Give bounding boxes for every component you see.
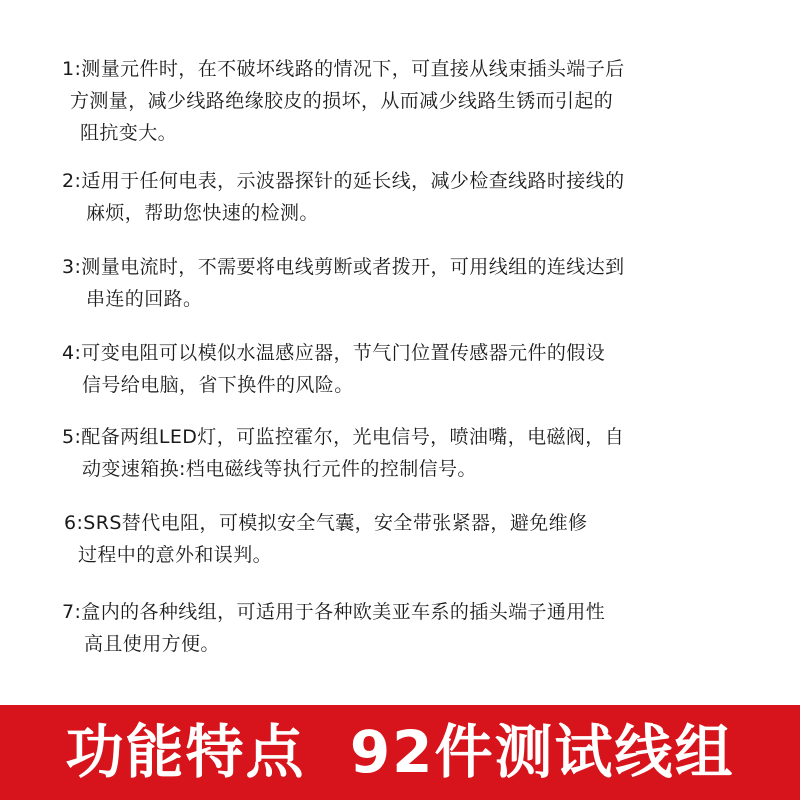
feature-line: 1:测量元件时，在不破坏线路的情况下，可直接从线束插头端子后: [62, 58, 625, 80]
feature-line: 麻烦，帮助您快速的检测。: [86, 202, 319, 224]
feature-item-6: [0, 507, 800, 571]
feature-line: 动变速箱换:档电磁线等执行元件的控制信号。: [82, 458, 477, 480]
feature-line: 信号给电脑，省下换件的风险。: [82, 374, 354, 396]
title-banner: [0, 705, 800, 800]
feature-line: 6:SRS替代电阻，可模拟安全气囊，安全带张紧器，避免维修: [64, 512, 588, 534]
feature-line: 2:适用于任何电表，示波器探针的延长线，减少检查线路时接线的: [62, 170, 625, 192]
feature-line: 3:测量电流时，不需要将电线剪断或者拨开，可用线组的连线达到: [62, 256, 625, 278]
feature-line: 5:配备两组LED灯，可监控霍尔，光电信号，喷油嘴，电磁阀，自: [62, 426, 625, 448]
feature-item-2: [0, 165, 800, 229]
feature-item-7: [0, 596, 800, 660]
feature-line: 高且使用方便。: [84, 633, 220, 655]
feature-item-4: [0, 337, 800, 401]
feature-line: 方测量，减少线路绝缘胶皮的损坏，从而减少线路生锈而引起的: [70, 90, 614, 112]
feature-item-1: [0, 53, 800, 149]
feature-line: 过程中的意外和误判。: [78, 544, 273, 566]
feature-line: 4:可变电阻可以模似水温感应器，节气门位置传感器元件的假设: [62, 342, 606, 364]
feature-item-3: [0, 251, 800, 315]
feature-line: 阻抗变大。: [80, 122, 178, 144]
feature-line: 串连的回路。: [86, 288, 203, 310]
banner-title: 功能特点 92件测试线组: [65, 718, 735, 786]
feature-item-5: [0, 421, 800, 485]
feature-line: 7:盒内的各种线组，可适用于各种欧美亚车系的插头端子通用性: [62, 601, 606, 623]
